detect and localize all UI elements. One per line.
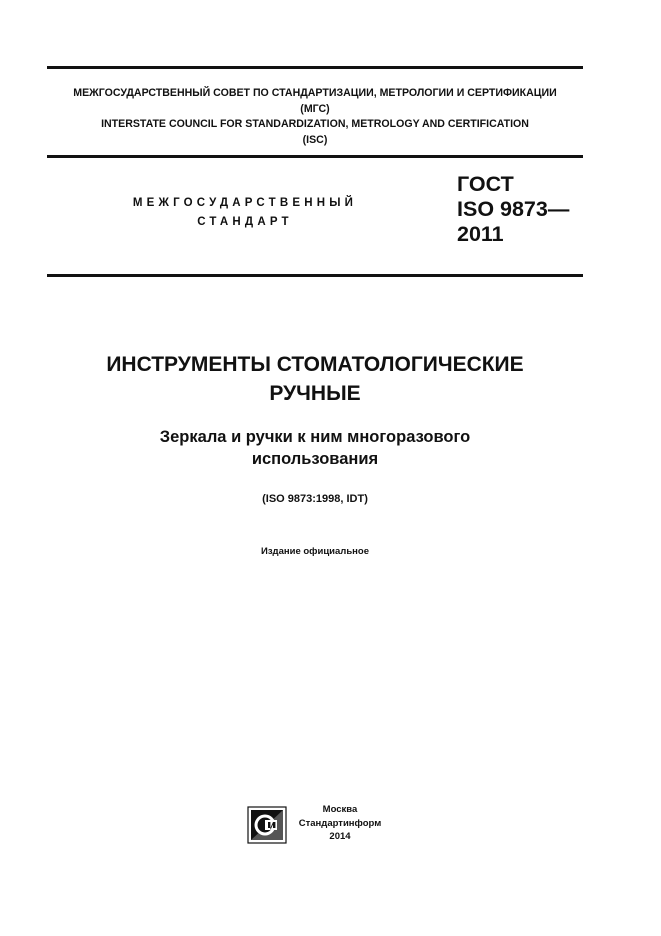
middle-divider (47, 155, 583, 158)
gost-line3: 2011 (457, 222, 504, 246)
document-title (47, 350, 583, 408)
standard-type-line1: МЕЖГОСУДАРСТВЕННЫЙ (132, 197, 358, 209)
edition-note: Издание официальное (261, 546, 369, 557)
publisher-year: 2014 (329, 831, 351, 842)
publisher-city: Москва (322, 804, 358, 815)
publisher-block (296, 803, 384, 844)
gost-designation (457, 172, 569, 247)
standartinform-logo-icon (247, 806, 287, 844)
standard-type-line2: СТАНДАРТ (197, 216, 293, 228)
top-divider (47, 66, 583, 69)
publisher-name: Стандартинформ (298, 817, 382, 829)
gost-line2: ISO 9873— (457, 197, 570, 221)
gost-line1: ГОСТ (457, 172, 514, 196)
title-line2: РУЧНЫЕ (269, 382, 361, 405)
bottom-divider (47, 274, 583, 277)
subtitle-line2: использования (251, 450, 379, 468)
council-header (47, 86, 583, 148)
document-subtitle (47, 426, 583, 470)
subtitle-line1: Зеркала и ручки к ним многоразового (159, 428, 471, 446)
title-line1: ИНСТРУМЕНТЫ СТОМАТОЛОГИЧЕСКИЕ (106, 353, 524, 376)
council-en-abbr: (ISC) (302, 133, 328, 146)
standard-type-label (60, 194, 430, 232)
council-ru-abbr: (МГС) (300, 102, 330, 115)
council-en-name: INTERSTATE COUNCIL FOR STANDARDIZATION, METROLOGY AND CERTIFICATION (101, 118, 529, 130)
council-ru-name: МЕЖГОСУДАРСТВЕННЫЙ СОВЕТ ПО СТАНДАРТИЗАЦИИ, МЕТРОЛОГИИ И СЕРТИФИКАЦИИ (73, 87, 557, 99)
iso-reference: (ISO 9873:1998, IDT) (262, 493, 368, 505)
